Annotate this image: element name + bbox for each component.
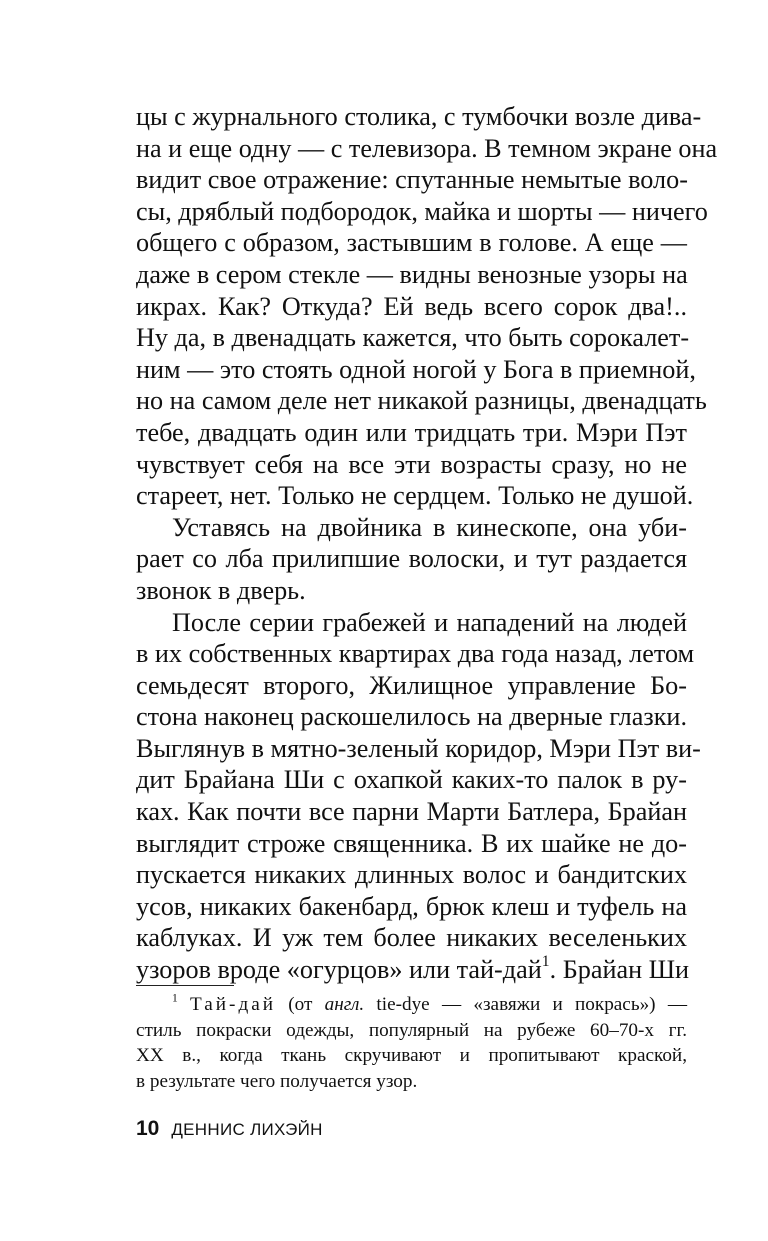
footnote-line (136, 992, 687, 1018)
text-line: пускается никаких длинных волос и бандитских (136, 860, 687, 890)
text-line: ках. Как почти все парни Марти Батлера, Брайан (136, 797, 687, 827)
text-line: даже в сером стекле — видны венозные узоры на (136, 259, 688, 289)
text-line: рает со лба прилипшие волоски, и тут раздается (136, 544, 687, 574)
text-line: сы, дряблый подбородок, майка и шорты — ничего (136, 196, 708, 226)
text-line: Выглянув в мятно-зеленый коридор, Мэри Пэт ви- (136, 733, 701, 763)
text-line: стона наконец раскошелилось на дверные глазки. (136, 702, 687, 732)
text-line: звонок в дверь. (136, 575, 306, 605)
page-number: 10 (136, 1117, 160, 1140)
footnote-line: стиль покраски одежды, популярный на рубеже 60–70-х гг. (136, 1019, 687, 1041)
footnote-term: Тай-дай (190, 994, 276, 1015)
text-line: чувствует себя на все эти возрасты сразу, но не (136, 449, 687, 479)
text-line: усов, никаких бакенбард, брюк клеш и туфель на (136, 891, 687, 921)
text-line: семьдесят второго, Жилищное управление Бо- (136, 670, 687, 700)
text-line: видит свое отражение: спутанные немытые воло- (136, 165, 688, 195)
footnote-text: tie-dye — «завяжи и покрась») — (364, 994, 688, 1015)
text-line: общего с образом, застывшим в голове. А еще — (136, 228, 687, 258)
text-line: выглядит строже священника. В их шайке не до- (136, 828, 687, 858)
running-footer (136, 1117, 323, 1141)
text-line: Ну да, в двенадцать кажется, что быть сорокалет- (136, 323, 690, 353)
text-line: цы с журнального столика, с тумбочки возле дива- (136, 102, 702, 131)
text-line (136, 953, 690, 986)
text-line: на и еще одну — с телевизора. В темном экране она (136, 133, 718, 163)
text-line: в их собственных квартирах два года назад, летом (136, 639, 695, 669)
footnote (136, 992, 687, 1094)
footnote-reference[interactable]: 1 (541, 953, 550, 971)
footnote-divider (136, 985, 234, 986)
text-line: каблуках. И уж тем более никаких веселеньких (136, 923, 687, 953)
text-fragment: узоров вроде «огурцов» или тай-дай (136, 955, 542, 985)
text-line: икрах. Как? Откуда? Ей ведь всего сорок два!.. (136, 291, 687, 321)
footnote-line: XX в., когда ткань скручивают и пропитывают краской, (136, 1045, 687, 1066)
text-line: но на самом деле нет никакой разницы, двенадцать (136, 386, 707, 416)
text-line: ним — это стоять одной ногой у Бога в приемной, (136, 354, 696, 384)
author-name: ДЕННИС ЛИХЭЙН (171, 1120, 323, 1139)
text-line: дит Брайана Ши с охапкой каких-то палок в ру- (136, 765, 687, 795)
text-line: Уставясь на двойника в кинескопе, она уби- (172, 512, 687, 542)
footnote-marker: 1 (172, 992, 178, 1005)
footnote-text: (от (276, 994, 325, 1015)
text-line: тебе, двадцать один или тридцать три. Мэри Пэт (136, 417, 687, 447)
footnote-language-abbrev: англ. (324, 994, 365, 1015)
body-text (136, 101, 718, 986)
text-line: стареет, нет. Только не сердцем. Только не душой. (136, 481, 694, 511)
footnote-line: в результате чего получается узор. (136, 1070, 418, 1092)
text-fragment: . Брайан Ши (549, 955, 690, 985)
text-line: После серии грабежей и нападений на людей (172, 607, 687, 637)
